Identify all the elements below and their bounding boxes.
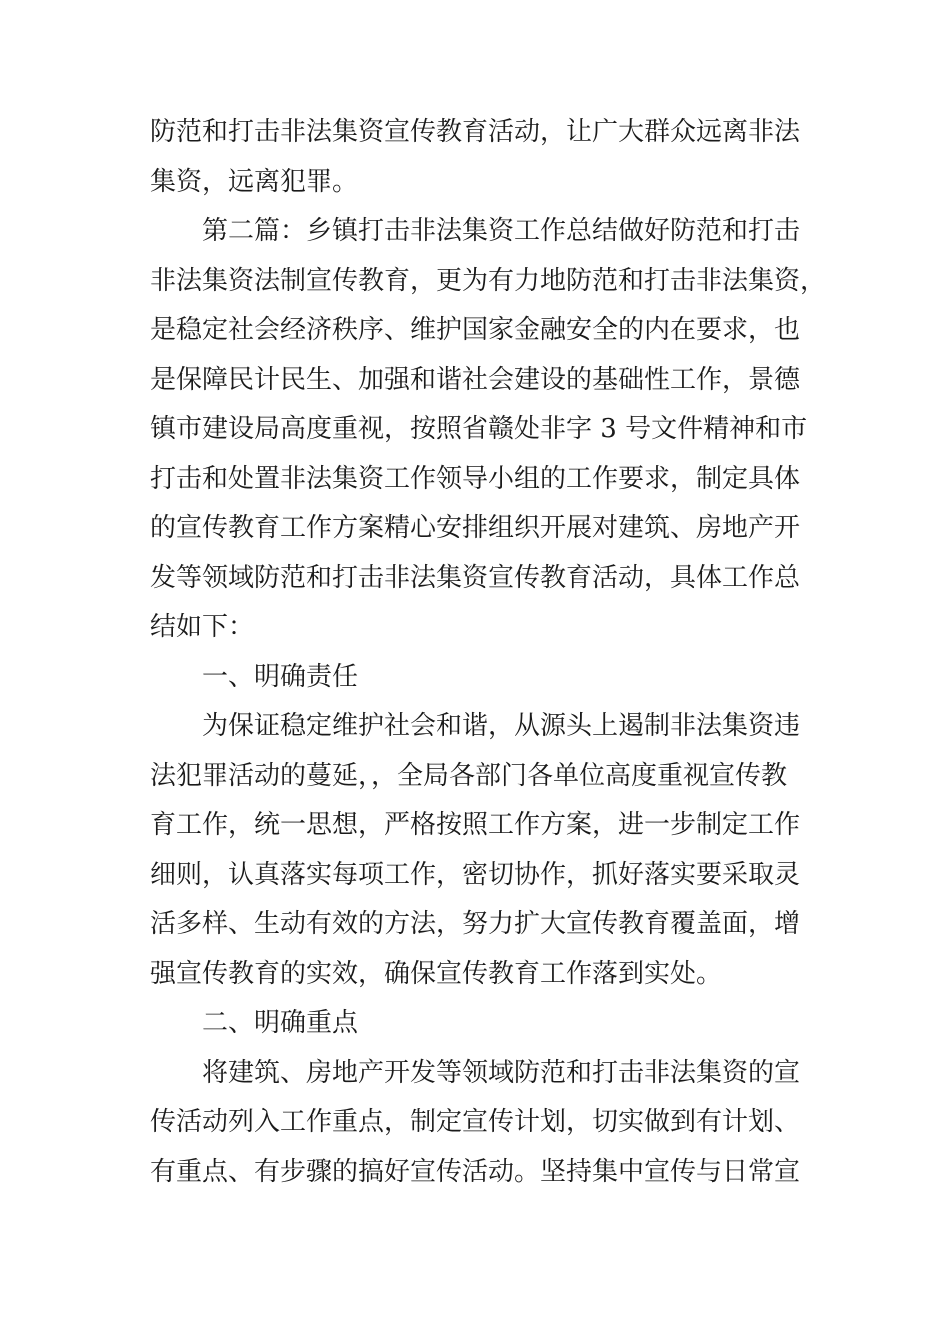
text-line: 的宣传教育工作方案精心安排组织开展对建筑、房地产开 [150,513,801,543]
subheading-responsibility: 一、明确责任 [202,661,359,692]
text-line: 是稳定社会经济秩序、维护国家金融安全的内在要求，也 [150,315,801,345]
text-line: 是保障民计民生、加强和谐社会建设的基础性工作，景德 [150,364,801,395]
text-line: 活多样、生动有效的方法，努力扩大宣传教育覆盖面，增 [150,909,801,939]
text-line: 细则，认真落实每项工作，密切协作，抓好落实要采取灵 [150,859,801,890]
text-line: 结如下： [150,612,255,642]
text-line: 集资，远离犯罪。 [150,166,359,197]
document-body [150,108,827,1197]
text-line: 强宣传教育的实效，确保宣传教育工作落到实处。 [150,958,723,989]
text-line: 非法集资法制宣传教育，更为有力地防范和打击非法集资， [150,265,827,296]
text-line: 镇市建设局高度重视，按照省赣处非字 3 号文件精神和市 [150,414,808,444]
text-line: 传活动列入工作重点，制定宣传计划，切实做到有计划、 [150,1107,801,1137]
subheading-focus: 二、明确重点 [202,1008,359,1038]
text-line: 为保证稳定维护社会和谐，从源头上遏制非法集资违 [202,711,801,741]
section-heading: 第二篇：乡镇打击非法集资工作总结做好防范和打击 [202,216,801,246]
text-line: 法犯罪活动的蔓延，，全局各部门各单位高度重视宣传教 [150,760,788,791]
text-line: 育工作，统一思想，严格按照工作方案，进一步制定工作 [150,810,801,840]
text-line: 有重点、有步骤的搞好宣传活动。坚持集中宣传与日常宣 [150,1156,801,1187]
text-line: 防范和打击非法集资宣传教育活动，让广大群众远离非法 [150,117,801,147]
text-line: 将建筑、房地产开发等领域防范和打击非法集资的宣 [202,1057,801,1088]
text-line: 发等领域防范和打击非法集资宣传教育活动，具体工作总 [150,562,801,593]
text-line: 打击和处置非法集资工作领导小组的工作要求，制定具体 [150,463,801,494]
